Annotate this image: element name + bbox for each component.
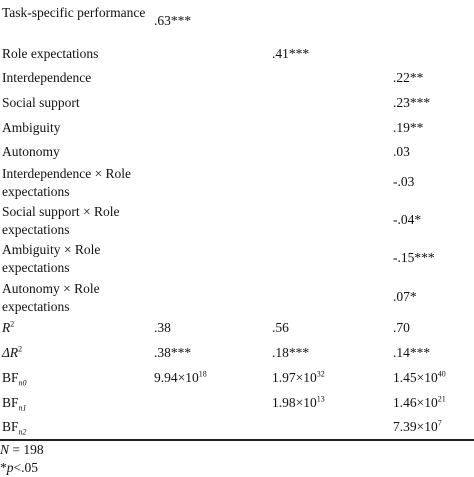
cell-model1: $9.94\times 10^{18}$ — [154, 369, 207, 385]
cell-model3: -.15*** — [393, 250, 435, 265]
row-label: Autonomy — [2, 144, 60, 159]
row-label: Interdependence × Role expectations — [2, 166, 132, 199]
cell-model3: .14*** — [393, 345, 431, 360]
cell-model3: .70 — [393, 320, 410, 335]
cell-model2: .41*** — [272, 46, 310, 61]
cell-model2: .56 — [272, 320, 289, 335]
row-label: Social support — [2, 95, 80, 110]
row-label: Interdependence — [2, 70, 92, 85]
row-label: Ambiguity — [2, 120, 61, 135]
table-bottom-rule — [0, 439, 474, 441]
note-sample-size: N = 198 — [0, 442, 44, 457]
cell-model3: .03 — [393, 144, 410, 159]
cell-model2: .18*** — [272, 345, 310, 360]
row-label: $R^2$ — [2, 319, 15, 335]
row-label: $BF_{n0}$ — [2, 370, 27, 388]
row-label: Social support × Role expectations — [2, 204, 120, 237]
cell-model3: $1.46\times 10^{21}$ — [393, 394, 446, 410]
cell-model2: $1.98\times 10^{13}$ — [272, 394, 325, 410]
cell-model3: .22** — [393, 70, 424, 85]
cell-model3: -.03 — [393, 174, 415, 189]
cell-model3: $7.39\times 10^7$ — [393, 418, 442, 434]
cell-model3: $1.45\times 10^{40}$ — [393, 369, 446, 385]
note-significance: *p<.05 — [0, 460, 38, 475]
row-label: Autonomy × Role expectations — [2, 281, 100, 314]
cell-model3: .23*** — [393, 95, 431, 110]
row-label: $BF_{n1}$ — [2, 395, 27, 413]
cell-model2: $1.97\times 10^{32}$ — [272, 369, 325, 385]
cell-model3: .19** — [393, 120, 424, 135]
row-label: Ambiguity × Role expectations — [2, 242, 101, 275]
cell-model1: .63*** — [154, 13, 192, 28]
row-label: $\Delta R^2$ — [2, 344, 23, 360]
cell-model1: .38 — [154, 320, 171, 335]
row-label: Task-specific performance — [2, 5, 146, 20]
row-label: $BF_{n2}$ — [2, 419, 27, 437]
cell-model1: .38*** — [154, 345, 192, 360]
cell-model3: -.04* — [393, 212, 422, 227]
cell-model3: .07* — [393, 289, 417, 304]
row-label: Role expectations — [2, 46, 99, 61]
